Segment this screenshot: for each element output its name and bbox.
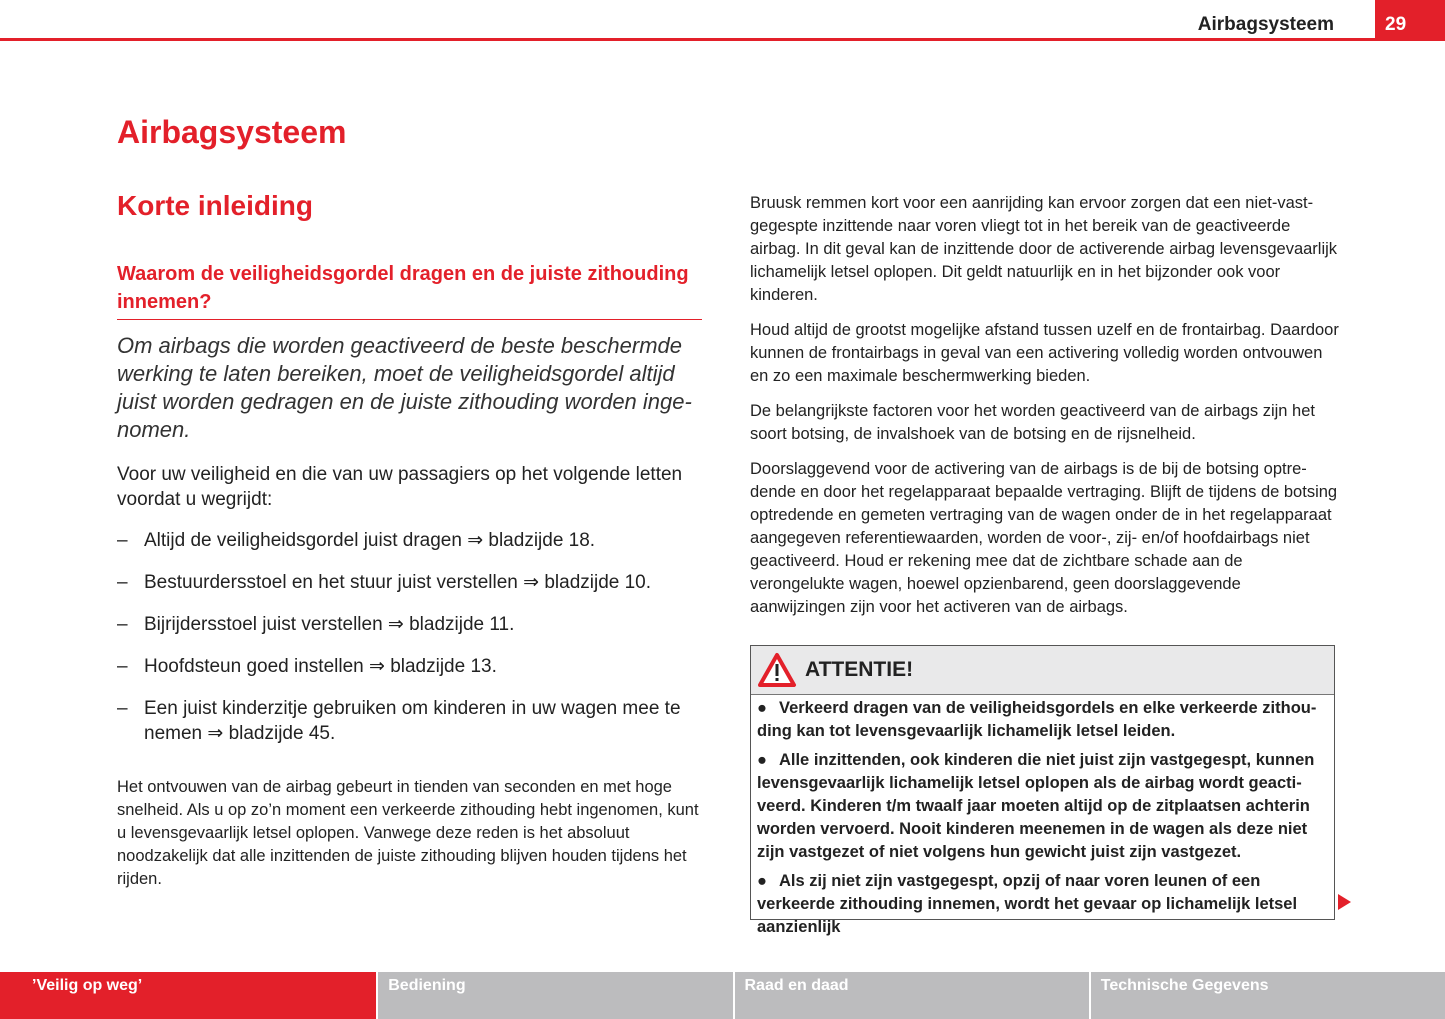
list-item: [117, 528, 702, 553]
tab-bediening[interactable]: Bediening: [378, 972, 732, 1019]
paragraph: Houd altijd de grootst mogelijke afstand tussen uzelf en de frontairbag. Daardoor kunnen de frontairbags in geval van een activering volledig worden ontvouwen en zo een maximale beschermwerking bieden.: [750, 321, 1339, 385]
page-reference-link[interactable]: Bijrijdersstoel juist verstellen ⇒ bladzijde 11.: [144, 614, 515, 635]
dash-icon: –: [117, 656, 128, 677]
list-item: [117, 696, 702, 746]
right-column: [750, 192, 1340, 631]
checklist: [117, 528, 702, 746]
intro-paragraph: Voor uw veiligheid en die van uw passagiers op het volgende letten voordat u wegrijdt:: [117, 464, 683, 510]
tab-technische-gegevens[interactable]: Technische Gegevens: [1091, 972, 1445, 1019]
dash-icon: –: [117, 572, 128, 593]
tab-raad-en-daad[interactable]: Raad en daad: [735, 972, 1089, 1019]
attention-title: ATTENTIE!: [805, 658, 914, 681]
continue-arrow-icon: [1338, 894, 1351, 910]
bullet-icon: ●: [757, 872, 767, 890]
warning-triangle-icon: [757, 652, 797, 688]
header-rule: [0, 38, 1445, 41]
page-title: Airbagsysteem: [117, 114, 347, 150]
page-number: 29: [1375, 0, 1445, 40]
page-reference-link[interactable]: Altijd de veiligheidsgordel juist dragen ⇒ bladzijde 18.: [144, 530, 596, 551]
attention-item: ● Alle inzittenden, ook kinderen die niet juist zijn vastgegespt, kunnen levensgevaarlijk lichamelijk letsel oplopen als de airbag wordt geactiveerd. Kinderen t/m twaalf jaar moeten altijd op de zitplaatsen achterin worden vervoerd. Nooit kinderen meenemen in de wagen als deze niet zijn vastgezet of niet volgens hun gewicht juist zijn vastgezet.: [757, 751, 1315, 861]
paragraph: De belangrijkste factoren voor het worden geactiveerd van de airbags zijn het soort botsing, de invalshoek van de botsing en de rijsnelheid.: [750, 402, 1315, 443]
tab-veilig-op-weg[interactable]: ’Veilig op weg’: [0, 972, 376, 1019]
attention-body: [751, 695, 1334, 947]
list-item: [117, 612, 702, 637]
paragraph: Bruusk remmen kort voor een aanrijding kan ervoor zorgen dat een niet-vastgegespte inzittende naar voren vliegt tot in het bereik van de geactiveerde airbag. In dit geval kan de inzittende door de activerende airbag levensgevaarlijk lichamelijk letsel oplopen. Dit geldt natuurlijk en in het bijzonder ook voor kinderen.: [750, 194, 1338, 304]
attention-item: ● Als zij niet zijn vastgegespt, opzij of naar voren leunen of een verkeerde zithouding innemen, wordt het gevaar op lichamelijk letsel aanzienlijk: [757, 872, 1298, 936]
page-reference-link[interactable]: Hoofdsteun goed instellen ⇒ bladzijde 13.: [144, 656, 497, 677]
list-item: [117, 654, 702, 679]
dash-icon: –: [117, 698, 128, 719]
section-subtitle: Korte inleiding: [117, 190, 313, 221]
left-column: [117, 190, 702, 908]
dash-icon: –: [117, 614, 128, 635]
footer-nav: [0, 972, 1445, 1019]
attention-header: [751, 646, 1334, 695]
dash-icon: –: [117, 530, 128, 551]
header-section-title: Airbagsysteem: [1197, 14, 1334, 35]
attention-item: ● Verkeerd dragen van de veiligheidsgordels en elke verkeerde zithouding kan tot levensgevaarlijk lichamelijk letsel leiden.: [757, 699, 1317, 740]
attention-box: [750, 645, 1335, 936]
paragraph: Doorslaggevend voor de activering van de airbags is de bij de botsing optredende en door het regelapparaat bepaalde vertraging. Blijft de tijdens de botsing optredende en gemeten vertraging van de wagen onder de in het regelapparaat aangegeven referentiewaarden, worden de voor-, zij- en/of hoofdairbags niet geactiveerd. Houd er rekening mee dat de zichtbare schade aan de verongelukte wagen, hoewel opzienbarend, geen doorslaggevende aanwijzingen zijn voor het activeren van de airbags.: [750, 460, 1338, 616]
bullet-icon: ●: [757, 699, 767, 717]
list-item: [117, 570, 702, 595]
question-heading: Waarom de veiligheidsgordel dragen en de juiste zithouding innemen?: [117, 260, 702, 320]
closing-paragraph: Het ontvouwen van de airbag gebeurt in tienden van seconden en met hoge snelheid. Als u op zo’n moment een verkeerde zithouding hebt ingenomen, kunt u levensgevaarlijk letsel oplopen. Vanwege deze reden is het absoluut noodzakelijk dat alle inzittenden de juiste zithouding blijven houden tijdens het rijden.: [117, 778, 699, 888]
page-reference-link[interactable]: Bestuurdersstoel en het stuur juist verstellen ⇒ bladzijde 10.: [144, 572, 652, 593]
bullet-icon: ●: [757, 751, 767, 769]
lead-paragraph: Om airbags die worden geactiveerd de beste beschermde werking te laten bereiken, moet de veiligheidsgordel altijd juist worden gedragen en de juiste zithouding worden ingenomen.: [117, 333, 692, 442]
page-reference-link[interactable]: Een juist kinderzitje gebruiken om kinderen in uw wagen mee te nemen ⇒ bladzijde 45.: [144, 698, 681, 744]
